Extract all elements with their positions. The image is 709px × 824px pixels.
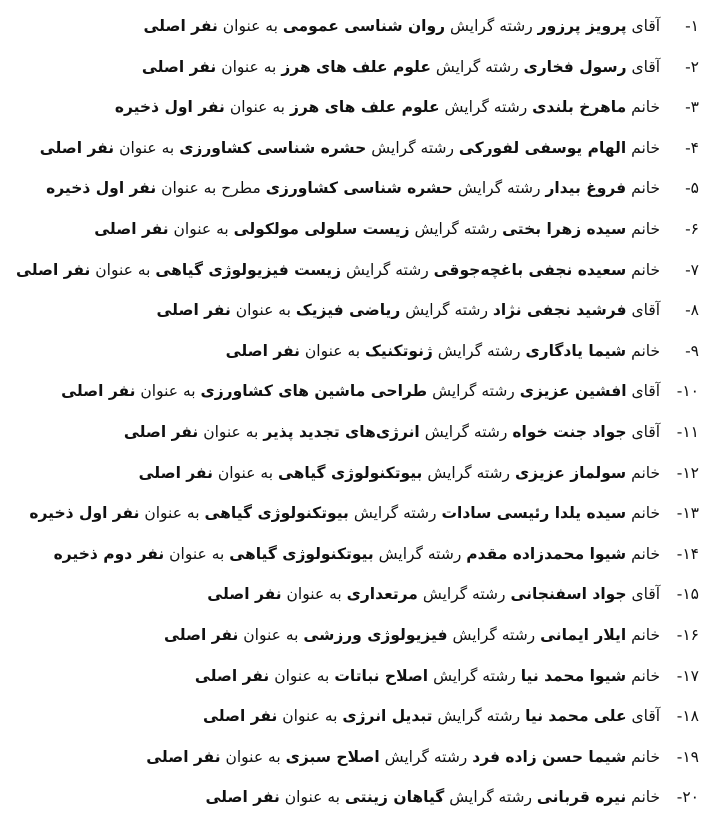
item-connector: به عنوان (274, 666, 330, 685)
item-connector: به عنوان (225, 747, 281, 766)
list-item (6, 656, 699, 697)
item-person-name: ایلار ایمانی (540, 625, 627, 644)
item-connector: رشته گرایش (457, 179, 541, 198)
item-number: ۱۴- (676, 544, 699, 563)
item-person-name: سیده یلدا رئیسی سادات (441, 504, 627, 523)
item-person-name: جواد اسفنجانی (510, 585, 627, 604)
list-item (6, 128, 699, 169)
item-rank: نفر اصلی (123, 422, 199, 441)
item-rank: نفر اصلی (203, 707, 278, 726)
item-field: ریاضی فیزیک (295, 301, 401, 320)
item-field: مرتعداری (346, 585, 418, 604)
list-item (6, 453, 699, 494)
item-field: ژنوتکنیک (365, 341, 433, 360)
item-rank: نفر اصلی (61, 382, 136, 401)
item-person-name: شیما حسن زاده فرد (472, 747, 627, 766)
item-person-name: نیره قربانی (536, 788, 627, 807)
item-title: آقای (631, 707, 661, 726)
item-person-name: سعیده نجفی باغچه‌جوقی (433, 260, 627, 279)
list-item (6, 574, 699, 615)
item-person-name: الهام یوسفی لفورکی (458, 138, 627, 157)
item-connector: رشته گرایش (437, 707, 521, 726)
item-field: زیست فیزیولوژی گیاهی (155, 260, 342, 279)
item-connector: رشته گرایش (449, 788, 532, 807)
item-title: خانم (631, 544, 661, 563)
list-item (6, 290, 699, 331)
list-item (6, 168, 699, 209)
item-field: علوم علف های هرز (289, 98, 440, 117)
list-item (6, 331, 699, 372)
item-person-name: جواد جنت خواه (512, 422, 627, 441)
item-number: ۱۶- (676, 625, 699, 644)
item-connector: به عنوان (203, 422, 259, 441)
item-rank: نفر اصلی (205, 788, 280, 807)
item-number: ۵- (685, 179, 699, 198)
item-connector: به عنوان (282, 707, 338, 726)
item-field: بیوتکنولوژی گیاهی (229, 544, 374, 563)
item-connector: رشته گرایش (433, 666, 516, 685)
item-rank: نفر اصلی (141, 57, 217, 76)
item-rank: نفر اصلی (138, 463, 213, 482)
item-person-name: افشین عزیزی (519, 382, 627, 401)
item-field: تبدیل انرژی (342, 707, 433, 726)
item-person-name: سیده زهرا بختی (502, 219, 627, 238)
list-item (6, 6, 699, 47)
item-rank: نفر اول ذخیره (46, 179, 157, 198)
list-item (6, 493, 699, 534)
item-connector: به عنوان (286, 585, 342, 604)
item-field: اصلاح سبزی (285, 747, 380, 766)
item-title: آقای (631, 301, 661, 320)
item-number: ۱۹- (676, 747, 699, 766)
item-connector: رشته گرایش (444, 98, 528, 117)
item-field: بیوتکنولوژی گیاهی (204, 504, 349, 523)
item-person-name: ماهرخ بلندی (532, 98, 627, 117)
list-item (6, 777, 699, 818)
item-title: آقای (631, 57, 661, 76)
item-person-name: فرشید نجفی نژاد (492, 301, 627, 320)
item-field: حشره شناسی کشاورزی (179, 138, 367, 157)
item-field: فیزیولوژی ورزشی (303, 625, 448, 644)
item-person-name: فروغ بیدار (545, 179, 627, 198)
list-item (6, 534, 699, 575)
item-number: ۸- (685, 301, 699, 320)
item-rank: نفر اول ذخیره (114, 98, 225, 117)
item-connector: به عنوان (222, 17, 278, 35)
item-title: خانم (631, 179, 661, 198)
item-field: زیست سلولی مولکولی (233, 219, 410, 238)
item-rank: نفر اصلی (146, 747, 221, 766)
list-item (6, 696, 699, 737)
item-person-name: رسول فخاری (523, 57, 627, 76)
item-title: خانم (631, 625, 661, 644)
item-connector: رشته گرایش (353, 504, 437, 523)
item-title: آقای (631, 585, 661, 604)
item-connector: به عنوان (221, 57, 277, 76)
item-number: ۱۲- (676, 463, 699, 482)
list-item (6, 87, 699, 128)
item-connector: به عنوان (173, 219, 229, 238)
item-connector: رشته گرایش (435, 57, 519, 76)
item-field: حشره شناسی کشاورزی (265, 179, 453, 198)
item-person-name: شیوا محمد نیا (520, 666, 627, 685)
item-field: علوم علف های هرز (281, 57, 431, 76)
item-field: بیوتکنولوژی گیاهی (277, 463, 423, 482)
item-number: ۹- (685, 341, 699, 360)
item-connector: رشته گرایش (345, 260, 429, 279)
item-rank: نفر اصلی (16, 260, 91, 279)
item-title: آقای (631, 382, 661, 401)
item-field: روان شناسی عمومی (282, 17, 446, 35)
item-number: ۱۸- (676, 707, 699, 726)
item-title: خانم (631, 747, 661, 766)
item-connector: رشته گرایش (432, 382, 515, 401)
item-connector: به عنوان (217, 463, 274, 482)
list-item (6, 371, 699, 412)
item-title: آقای (631, 17, 661, 35)
list-item (6, 615, 699, 656)
item-number: ۱۵- (676, 585, 699, 604)
item-number: ۳- (685, 98, 699, 117)
item-title: خانم (631, 341, 661, 360)
item-connector: به عنوان (229, 98, 285, 117)
item-title: خانم (631, 219, 661, 238)
item-title: خانم (631, 666, 661, 685)
item-person-name: سولماز عزیزی (514, 463, 627, 482)
item-title: خانم (631, 260, 661, 279)
item-rank: نفر اصلی (143, 17, 218, 35)
item-connector: رشته گرایش (384, 747, 468, 766)
item-number: ۱۱- (676, 422, 699, 441)
item-connector: رشته گرایش (378, 544, 462, 563)
item-connector: رشته گرایش (427, 463, 511, 482)
item-connector: به عنوان (284, 788, 340, 807)
item-rank: نفر اصلی (39, 138, 115, 157)
item-person-name: شیوا محمدزاده مقدم (466, 544, 627, 563)
list-item (6, 47, 699, 88)
item-connector: به عنوان (304, 341, 361, 360)
item-connector: به عنوان (119, 138, 175, 157)
item-number: ۱۰- (676, 382, 699, 401)
item-connector: رشته گرایش (422, 585, 506, 604)
item-connector: رشته گرایش (371, 138, 454, 157)
item-number: ۲۰- (676, 788, 699, 807)
item-connector: به عنوان (243, 625, 299, 644)
item-title: آقای (631, 422, 661, 441)
item-field: اصلاح نباتات (334, 666, 429, 685)
list-item (6, 737, 699, 778)
item-field: گیاهان زینتی (344, 788, 445, 807)
item-title: خانم (631, 788, 661, 807)
item-person-name: شیما یادگاری (525, 341, 627, 360)
item-person-name: علی محمد نیا (525, 707, 627, 726)
item-title: خانم (631, 98, 661, 117)
item-rank: نفر اصلی (225, 341, 300, 360)
item-connector: رشته گرایش (424, 422, 508, 441)
item-number: ۱۷- (676, 666, 699, 685)
item-rank: نفر اول ذخیره (29, 504, 140, 523)
item-connector: رشته گرایش (405, 301, 488, 320)
item-person-name: پرویز پرزور (537, 17, 627, 35)
item-connector: رشته گرایش (450, 17, 533, 35)
list-item (6, 209, 699, 250)
item-number: ۱- (685, 17, 699, 35)
item-field: انرژی‌های تجدید پذیر (263, 422, 420, 441)
item-rank: نفر اصلی (156, 301, 231, 320)
nominee-list (6, 6, 699, 818)
item-connector: مطرح به عنوان (161, 179, 261, 198)
item-connector: رشته گرایش (414, 219, 498, 238)
item-number: ۷- (685, 260, 699, 279)
item-connector: به عنوان (140, 382, 196, 401)
list-item (6, 412, 699, 453)
list-item (6, 250, 699, 291)
item-number: ۶- (685, 219, 699, 238)
item-title: خانم (631, 463, 661, 482)
item-rank: نفر اصلی (207, 585, 282, 604)
item-connector: به عنوان (95, 260, 151, 279)
item-number: ۱۳- (676, 504, 699, 523)
item-rank: نفر دوم ذخیره (53, 544, 165, 563)
item-number: ۴- (685, 138, 699, 157)
item-number: ۲- (685, 57, 699, 76)
item-connector: به عنوان (235, 301, 291, 320)
item-field: طراحی ماشین های کشاورزی (200, 382, 428, 401)
item-rank: نفر اصلی (194, 666, 270, 685)
item-connector: رشته گرایش (437, 341, 521, 360)
item-connector: رشته گرایش (452, 625, 536, 644)
item-title: خانم (631, 504, 661, 523)
item-title: خانم (631, 138, 661, 157)
item-connector: به عنوان (144, 504, 200, 523)
item-rank: نفر اصلی (94, 219, 169, 238)
item-rank: نفر اصلی (164, 625, 239, 644)
item-connector: به عنوان (169, 544, 225, 563)
